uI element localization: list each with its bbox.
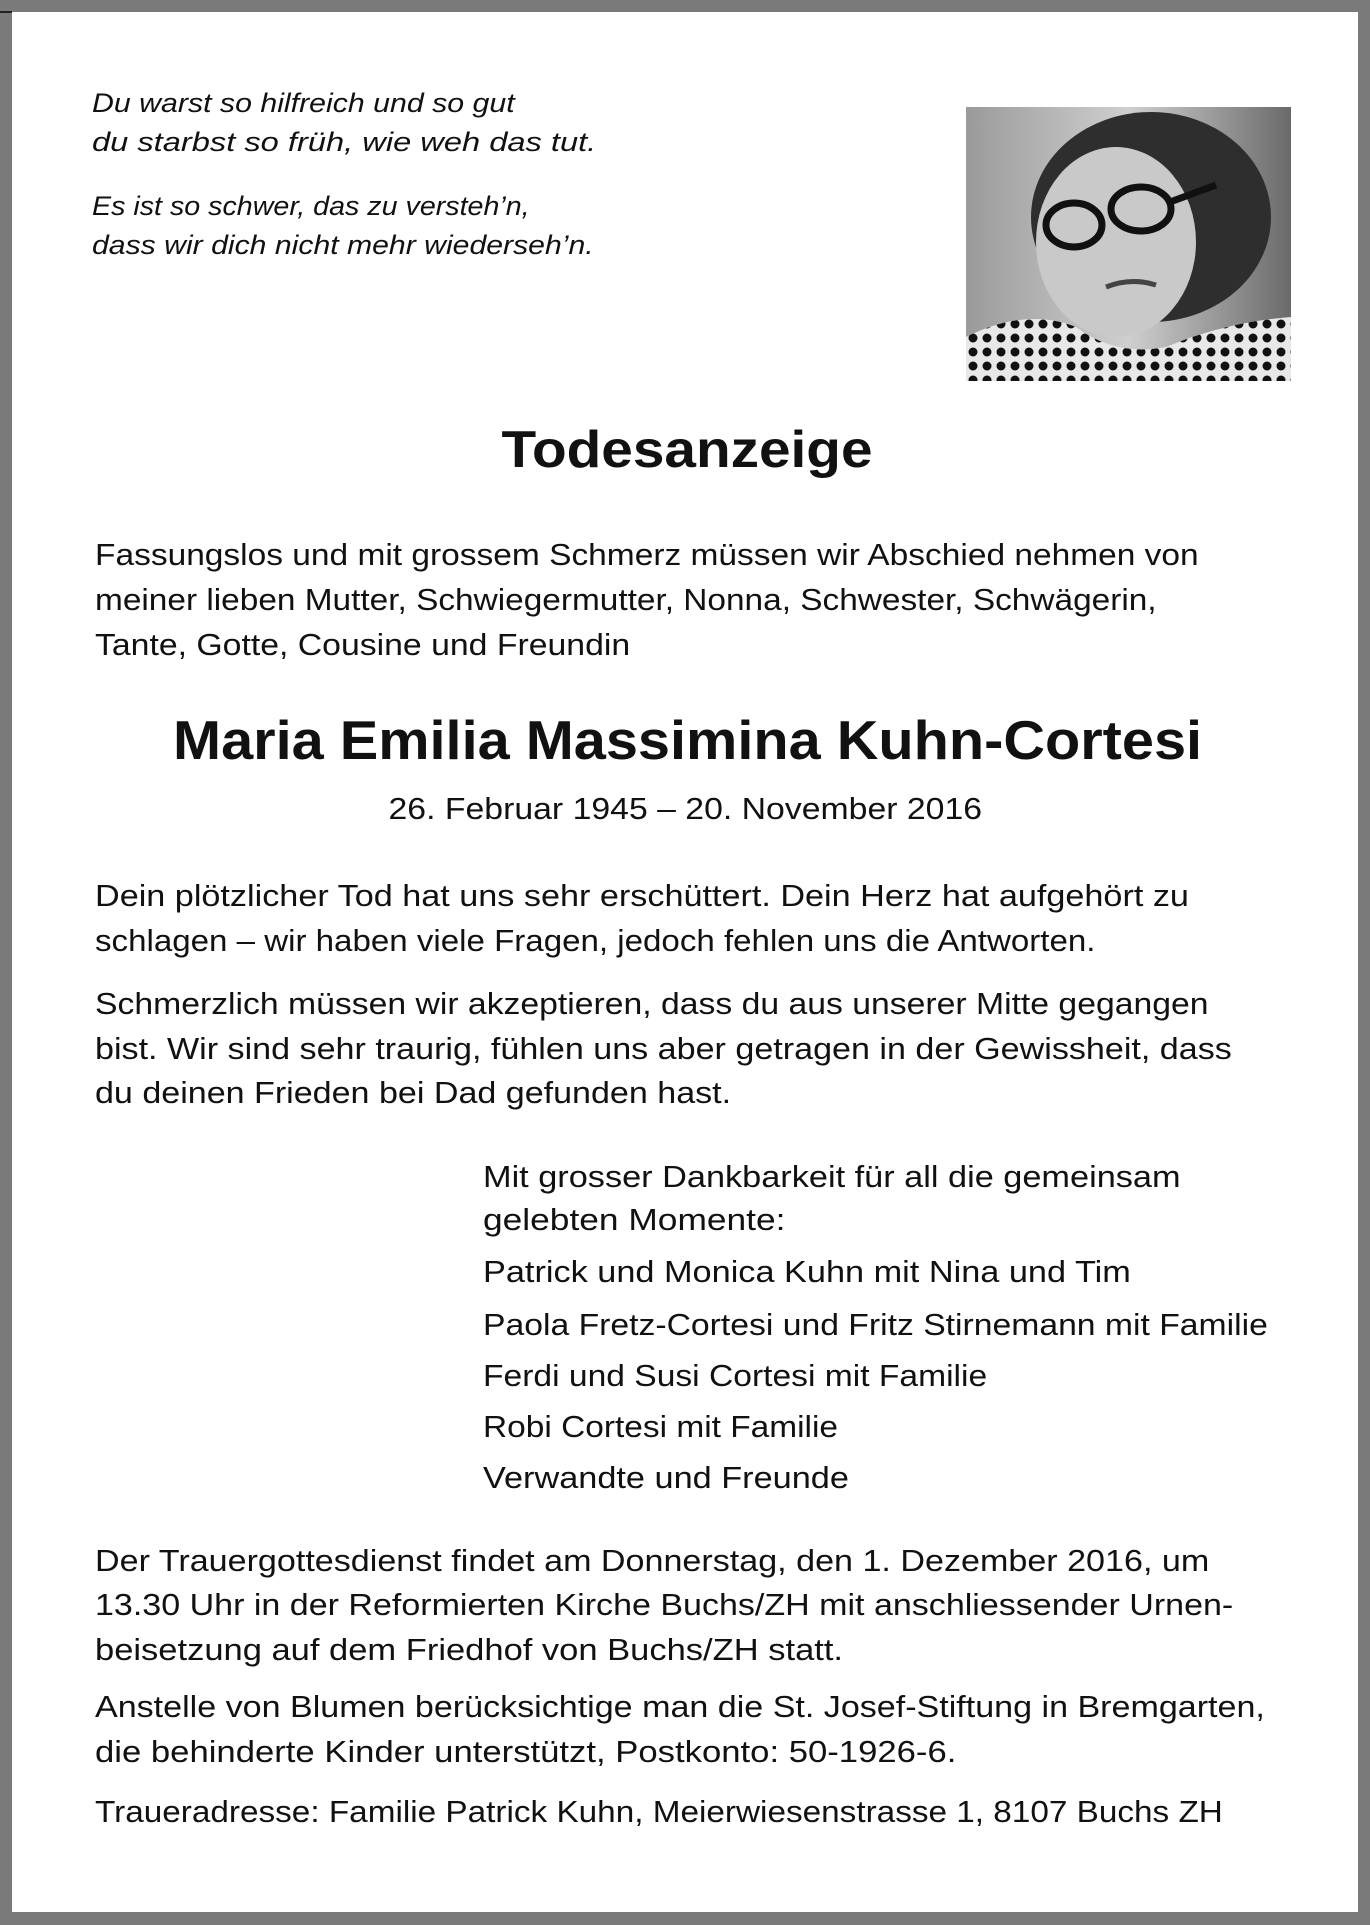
obituary-page	[12, 12, 1358, 1912]
mourning-address: Traueradresse: Familie Patrick Kuhn, Meierwiesenstrasse 1, 8107 Buchs ZH	[95, 1794, 1223, 1829]
text-line: meiner lieben Mutter, Schwiegermutter, Nonna, Schwester, Schwägerin,	[95, 582, 1157, 617]
text-line: Der Trauergottesdienst findet am Donnerstag, den 1. Dezember 2016, um	[95, 1543, 1210, 1578]
frame-edge-line	[0, 11, 12, 13]
poem-line: Du warst so hilfreich und so gut	[92, 88, 515, 118]
poem-line: du starbst so früh, wie weh das tut.	[92, 127, 597, 157]
text-line: Anstelle von Blumen berücksichtige man die St. Josef-Stiftung in Bremgarten,	[95, 1689, 1265, 1724]
text-line: Schmerzlich müssen wir akzeptieren, dass du aus unserer Mitte gegangen	[95, 986, 1209, 1021]
portrait-photo-icon	[966, 107, 1291, 381]
text-line: du deinen Frieden bei Dad gefunden hast.	[95, 1075, 732, 1110]
mourner-item: Verwandte und Freunde	[483, 1460, 849, 1495]
text-line: gelebten Momente:	[483, 1202, 786, 1237]
deceased-name: Maria Emilia Massimina Kuhn-Cortesi	[172, 709, 1202, 771]
poem-line: Es ist so schwer, das zu versteh’n,	[92, 191, 530, 221]
text-line: 13.30 Uhr in der Reformierten Kirche Buchs/ZH mit anschliessender Urnen-	[95, 1587, 1234, 1622]
mourner-item: Paola Fretz-Cortesi und Fritz Stirnemann mit Familie	[483, 1307, 1268, 1342]
text-line: die behinderte Kinder unterstützt, Postkonto: 50-1926-6.	[95, 1734, 957, 1769]
text-line: Tante, Gotte, Cousine und Freundin	[95, 627, 631, 662]
text-line: Dein plötzlicher Tod hat uns sehr erschüttert. Dein Herz hat aufgehört zu	[95, 878, 1189, 913]
poem-line: dass wir dich nicht mehr wiederseh’n.	[92, 230, 594, 260]
text-line: Mit grosser Dankbarkeit für all die gemeinsam	[483, 1159, 1181, 1194]
page-title: Todesanzeige	[501, 421, 873, 479]
text-line: schlagen – wir haben viele Fragen, jedoch fehlen uns die Antworten.	[95, 923, 1096, 958]
mourner-item: Patrick und Monica Kuhn mit Nina und Tim	[483, 1254, 1131, 1289]
mourner-item: Robi Cortesi mit Familie	[483, 1409, 839, 1444]
portrait-photo	[966, 107, 1291, 381]
text-line: Fassungslos und mit grossem Schmerz müssen wir Abschied nehmen von	[95, 537, 1199, 572]
text-line: beisetzung auf dem Friedhof von Buchs/ZH statt.	[95, 1632, 844, 1667]
mourner-item: Ferdi und Susi Cortesi mit Familie	[483, 1358, 988, 1393]
deceased-dates: 26. Februar 1945 – 20. November 2016	[388, 791, 982, 826]
text-line: bist. Wir sind sehr traurig, fühlen uns aber getragen in der Gewissheit, dass	[95, 1031, 1232, 1066]
